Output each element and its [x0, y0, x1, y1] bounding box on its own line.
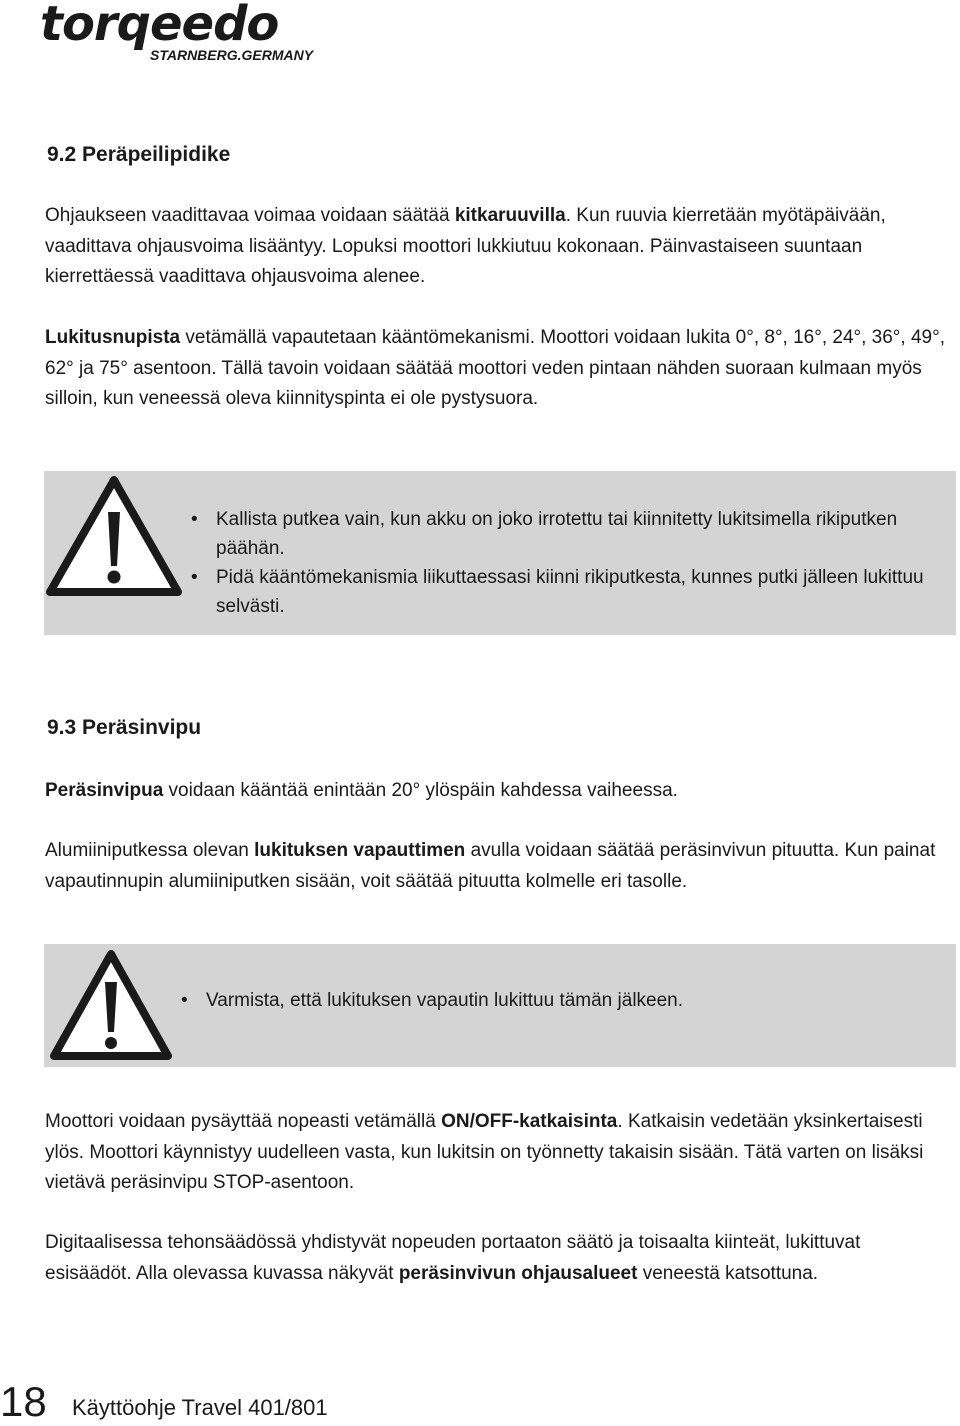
- paragraph-lock-release: [45, 836, 945, 897]
- section-title-9-2: 9.2 Peräpeilipidike: [47, 143, 231, 166]
- warning-list-lock-release: [181, 986, 941, 1015]
- section-title-9-3: 9.3 Peräsinvipu: [47, 716, 202, 739]
- text-run: Moottori voidaan pysäyttää nopeasti vetämällä: [45, 1111, 442, 1132]
- warning-item: • Kallista putkea vain, kun akku on joko irrotettu tai kiinnitetty lukitsimella rikiputken päähän.: [191, 505, 941, 563]
- warning-triangle-icon: [44, 474, 184, 598]
- logo-wordmark: torqeedo: [40, 0, 279, 52]
- warning-item: • Varmista, että lukituksen vapautin lukittuu tämän jälkeen.: [181, 986, 941, 1015]
- warning-item: • Pidä kääntömekanismia liikuttaessasi kiinni rikiputkesta, kunnes putki jälleen lukittuu selvästi.: [191, 563, 941, 621]
- paragraph-tiller-angle: [45, 776, 945, 807]
- text-run: vetämällä vapautetaan kääntömekanismi. Moottori voidaan lukita 0°, 8°, 16°, 24°, 36°, 49°, 62° ja 75° asentoon. Tällä tavoin voidaan säätää moottori veden pintaan nähden suoraan kulmaan myös silloin, kun veneessä oleva kiinnityspinta ei ole pystysuora.: [45, 327, 945, 409]
- paragraph-digital-power: [45, 1228, 945, 1289]
- bold-term-perasinvipua: Peräsinvipua: [45, 780, 164, 801]
- text-run: voidaan kääntää enintään 20° ylöspäin kahdessa vaiheessa.: [163, 780, 678, 801]
- paragraph-lock-knob: [45, 323, 945, 415]
- text-run: Ohjaukseen vaadittavaa voimaa voidaan säätää: [45, 205, 455, 226]
- bold-term-lukituksen-vapauttimen: lukituksen vapauttimen: [254, 840, 466, 861]
- text-run: Alumiiniputkessa olevan: [45, 840, 255, 861]
- bold-term-ohjausalueet: peräsinvivun ohjausalueet: [398, 1262, 638, 1284]
- torqeedo-logo: [38, 0, 338, 70]
- text-run: Digitaalisessa tehonsäädössä yhdistyvät nopeuden portaaton säätö ja toisaalta kiinteät, lukittuvat esisäädöt. Alla olevassa kuvassa näkyvät: [45, 1232, 861, 1284]
- warning-triangle-icon: [48, 948, 174, 1062]
- manual-title: Käyttöohje Travel 401/801: [72, 1395, 328, 1420]
- bold-term-lukitusnupista: Lukitusnupista: [45, 327, 181, 348]
- paragraph-friction-screw: [45, 201, 945, 293]
- text-run: . Kun ruuvia kierretään myötäpäivään, vaadittava ohjausvoima lisääntyy. Lopuksi moottori lukkiutuu kokonaan. Päinvastaiseen suuntaan kierrettäessä vaadittava ohjausvoima alenee.: [45, 205, 886, 287]
- warning-list-tilt: [191, 505, 941, 621]
- bold-term-on-off-katkaisinta: ON/OFF-katkaisinta: [441, 1111, 618, 1132]
- logo-subtitle: STARNBERG.GERMANY: [150, 47, 314, 63]
- text-run: veneestä katsottuna.: [637, 1262, 819, 1284]
- paragraph-on-off-switch: [45, 1107, 945, 1199]
- page-number: 18: [0, 1378, 47, 1425]
- text-run: avulla voidaan säätää peräsinvivun pituutta. Kun painat vapautinnupin alumiiniputken sisään, voit säätää pituutta kolmelle eri tasolle.: [45, 840, 936, 892]
- bold-term-kitkaruuvilla: kitkaruuvilla: [454, 205, 566, 226]
- text-run: . Katkaisin vedetään yksinkertaisesti ylös. Moottori käynnistyy uudelleen vasta, kun lukitsin on työnnetty takaisin sisään. Tätä varten on lisäksi vietävä peräsinvipu STOP-asentoon.: [45, 1111, 924, 1193]
